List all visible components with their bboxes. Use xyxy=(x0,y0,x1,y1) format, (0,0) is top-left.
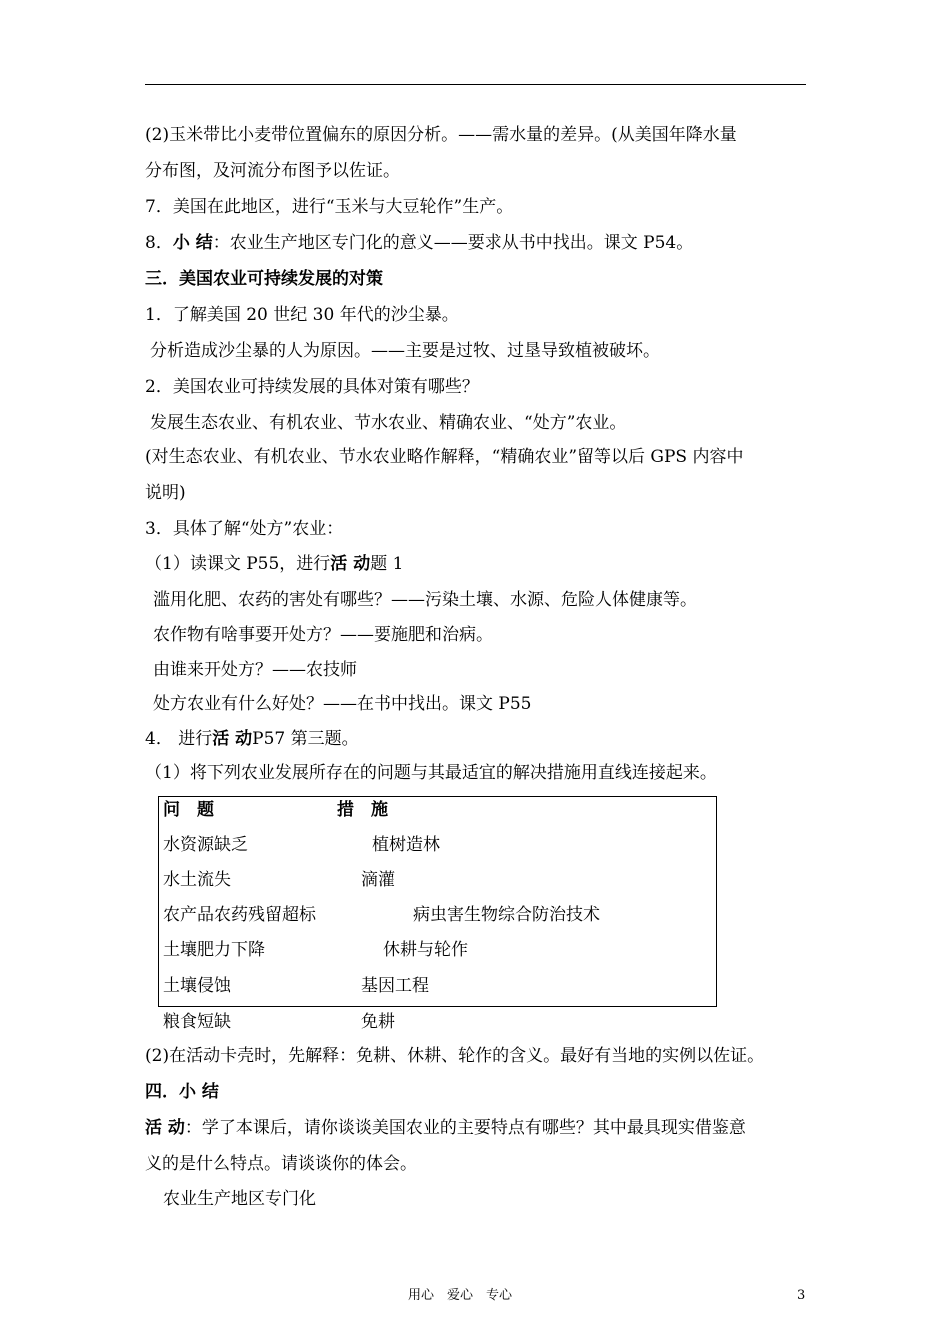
measure-item: 滴灌 xyxy=(361,870,395,890)
header-rule xyxy=(145,84,806,85)
paragraph-line: (对生态农业、有机农业、节水农业略作解释，“精确农业”留等以后 GPS 内容中 xyxy=(145,447,744,467)
paragraph-line: 处方农业有什么好处？——在书中找出。课文 P55 xyxy=(153,694,532,714)
activity-suffix: 题 1 xyxy=(370,554,404,574)
measure-item: 植树造林 xyxy=(372,835,440,855)
item-prefix: 4． 进行 xyxy=(145,729,213,749)
measure-item: 病虫害生物综合防治技术 xyxy=(413,905,600,925)
paragraph-line xyxy=(145,728,359,750)
paragraph-line: 3．具体了解“处方”农业： xyxy=(145,519,344,539)
paragraph-line: 分析造成沙尘暴的人为原因。——主要是过牧、过垦导致植被破坏。 xyxy=(150,341,660,361)
paragraph-line: 7．美国在此地区，进行“玉米与大豆轮作”生产。 xyxy=(145,197,514,217)
problem-item: 农产品农药残留超标 xyxy=(163,905,316,925)
paragraph-line: 1．了解美国 20 世纪 30 年代的沙尘暴。 xyxy=(145,305,459,325)
paragraph-line: 滥用化肥、农药的害处有哪些？——污染土壤、水源、危险人体健康等。 xyxy=(153,590,697,610)
paragraph-line: (2)玉米带比小麦带位置偏东的原因分析。——需水量的差异。(从美国年降水量 xyxy=(145,125,737,145)
measure-item: 免耕 xyxy=(361,1012,395,1032)
paragraph-line: 农业生产地区专门化 xyxy=(163,1189,316,1209)
problem-item: 水土流失 xyxy=(163,870,231,890)
problem-item: 土壤侵蚀 xyxy=(163,976,231,996)
summary-keyword: 小 结 xyxy=(172,233,213,253)
section-heading: 三．美国农业可持续发展的对策 xyxy=(145,269,383,289)
matching-table xyxy=(158,796,717,1007)
page-number: 3 xyxy=(797,1288,806,1303)
item-number: 8． xyxy=(145,233,173,253)
paragraph-line: （1）将下列农业发展所存在的问题与其最适宜的解决措施用直线连接起来。 xyxy=(145,763,717,783)
problem-item: 粮食短缺 xyxy=(163,1012,231,1032)
activity-keyword: 活 动 xyxy=(145,1118,185,1138)
paragraph-line xyxy=(145,1117,746,1139)
summary-text: ：农业生产地区专门化的意义——要求从书中找出。课文 P54。 xyxy=(212,233,694,253)
section-heading: 四．小 结 xyxy=(145,1082,219,1102)
activity-text: ：学了本课后，请你谈谈美国农业的主要特点有哪些？其中最具现实借鉴意 xyxy=(184,1118,746,1138)
paragraph-line: 义的是什么特点。请谈谈你的体会。 xyxy=(145,1154,417,1174)
measure-item: 基因工程 xyxy=(361,976,429,996)
measure-item: 休耕与轮作 xyxy=(383,940,468,960)
activity-keyword: 活 动 xyxy=(330,554,371,574)
paragraph-line: 由谁来开处方？——农技师 xyxy=(153,660,357,680)
item-suffix: P57 第三题。 xyxy=(252,729,359,749)
activity-keyword: 活 动 xyxy=(212,729,253,749)
problem-item: 土壤肥力下降 xyxy=(163,940,265,960)
paragraph-line: 农作物有啥事要开处方？——要施肥和治病。 xyxy=(153,625,493,645)
paragraph-line: 分布图，及河流分布图予以佐证。 xyxy=(145,161,400,181)
paragraph-line: (2)在活动卡壳时，先解释：免耕、休耕、轮作的含义。最好有当地的实例以佐证。 xyxy=(145,1046,765,1066)
paragraph-line xyxy=(145,232,693,254)
paragraph-line xyxy=(145,553,403,575)
paragraph-line: 2．美国农业可持续发展的具体对策有哪些？ xyxy=(145,377,479,397)
paragraph-line: 发展生态农业、有机农业、节水农业、精确农业、“处方”农业。 xyxy=(150,413,627,433)
activity-prefix: （1）读课文 P55，进行 xyxy=(145,554,331,574)
table-header-problem: 问 题 xyxy=(163,800,214,820)
problem-item: 水资源缺乏 xyxy=(163,835,248,855)
paragraph-line: 说明) xyxy=(145,483,186,503)
footer-motto: 用心 爱心 专心 xyxy=(408,1288,513,1303)
table-header-measure: 措 施 xyxy=(337,800,388,820)
